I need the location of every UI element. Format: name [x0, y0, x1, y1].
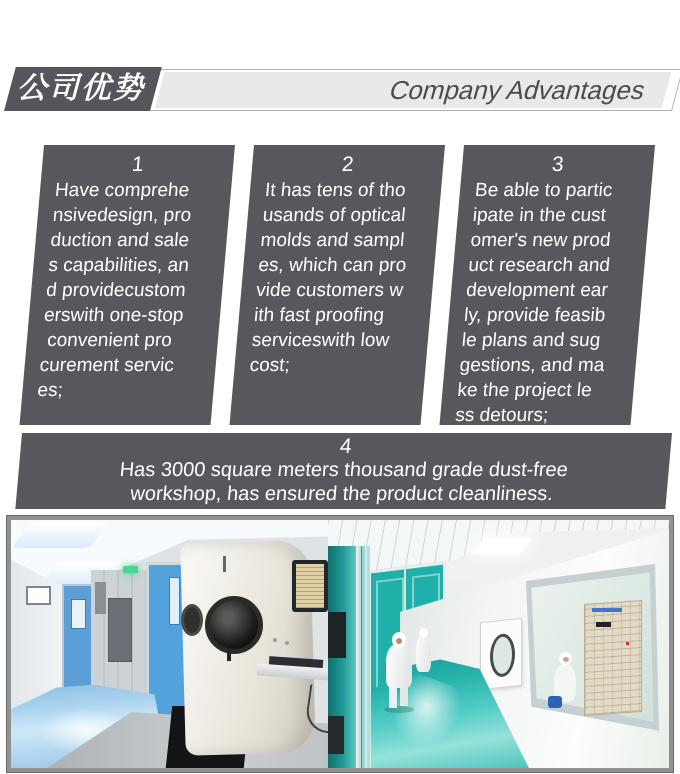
observation-window	[526, 564, 659, 734]
header-title-en: Company Advantages	[386, 75, 649, 105]
glass-rail	[356, 546, 361, 768]
panel-display	[596, 622, 611, 627]
worker-hood	[419, 628, 428, 638]
blue-equipment	[548, 696, 562, 708]
advantage-number: 3	[550, 153, 565, 176]
machine-porthole	[205, 596, 263, 654]
photo-workshop-corridor	[11, 520, 328, 768]
control-panel	[584, 600, 642, 716]
green-indicator-light	[123, 566, 138, 573]
wall-hook	[273, 638, 277, 642]
control-cabinet-panel	[95, 582, 106, 614]
advantage-box-3	[440, 145, 655, 425]
machine-logo	[223, 556, 226, 572]
header-outline-band	[129, 69, 680, 111]
door-window	[71, 599, 86, 629]
advantage-text: Be able to partic ipate in the cust omer's new prod uct research and development ear ly, provide feasib le plans and sug gestions, and ma ke the project le ss detours;	[454, 180, 614, 426]
advantage-number: 2	[340, 153, 355, 176]
advantage-number: 1	[130, 153, 145, 176]
header-title-zh: 公司优势	[14, 72, 152, 105]
glass-rail	[365, 546, 367, 768]
advantage-box-2	[230, 145, 445, 425]
cleanroom-worker-far	[416, 636, 431, 672]
photo-cleanroom-corridor	[328, 520, 669, 768]
oval-window	[490, 633, 515, 679]
advantage-text: Has 3000 square meters thousand grade dust-free workshop, has ensured the product cleanliness.	[118, 459, 569, 505]
control-cabinet-panel	[108, 598, 132, 662]
wall-hook	[285, 641, 289, 645]
porthole-handle	[227, 648, 231, 661]
monitor-screen	[296, 564, 324, 608]
panel-indicator	[626, 642, 629, 645]
header-dark-ribbon	[4, 67, 162, 111]
wall-display	[328, 612, 346, 658]
technician-face	[563, 657, 569, 662]
advantage-text: Have comprehe nsivedesign, pro duction and sale s capabilities, an d providecustom erswith one-stop convenient pro curement servic es;	[36, 180, 193, 401]
advantage-box-4	[15, 433, 672, 509]
panel-label-strip	[592, 608, 622, 612]
machine-side-knob	[181, 604, 203, 636]
wall-picture-frame	[26, 586, 51, 605]
cleanroom-worker-near	[386, 644, 412, 688]
workshop-photos-frame	[7, 516, 673, 772]
advantage-text: It has tens of tho usands of optical molds and sampl es, which can pro vide customers w ith fast proofing serviceswith low cost;	[248, 180, 408, 376]
advantage-box-1	[20, 145, 235, 425]
advantage-number: 4	[338, 435, 353, 458]
dark-equipment	[328, 716, 344, 754]
door-window	[169, 577, 180, 625]
pass-box-panel	[480, 618, 522, 690]
worker-face	[396, 638, 402, 644]
wall-monitor	[292, 560, 328, 612]
header-gray-band	[155, 72, 672, 108]
